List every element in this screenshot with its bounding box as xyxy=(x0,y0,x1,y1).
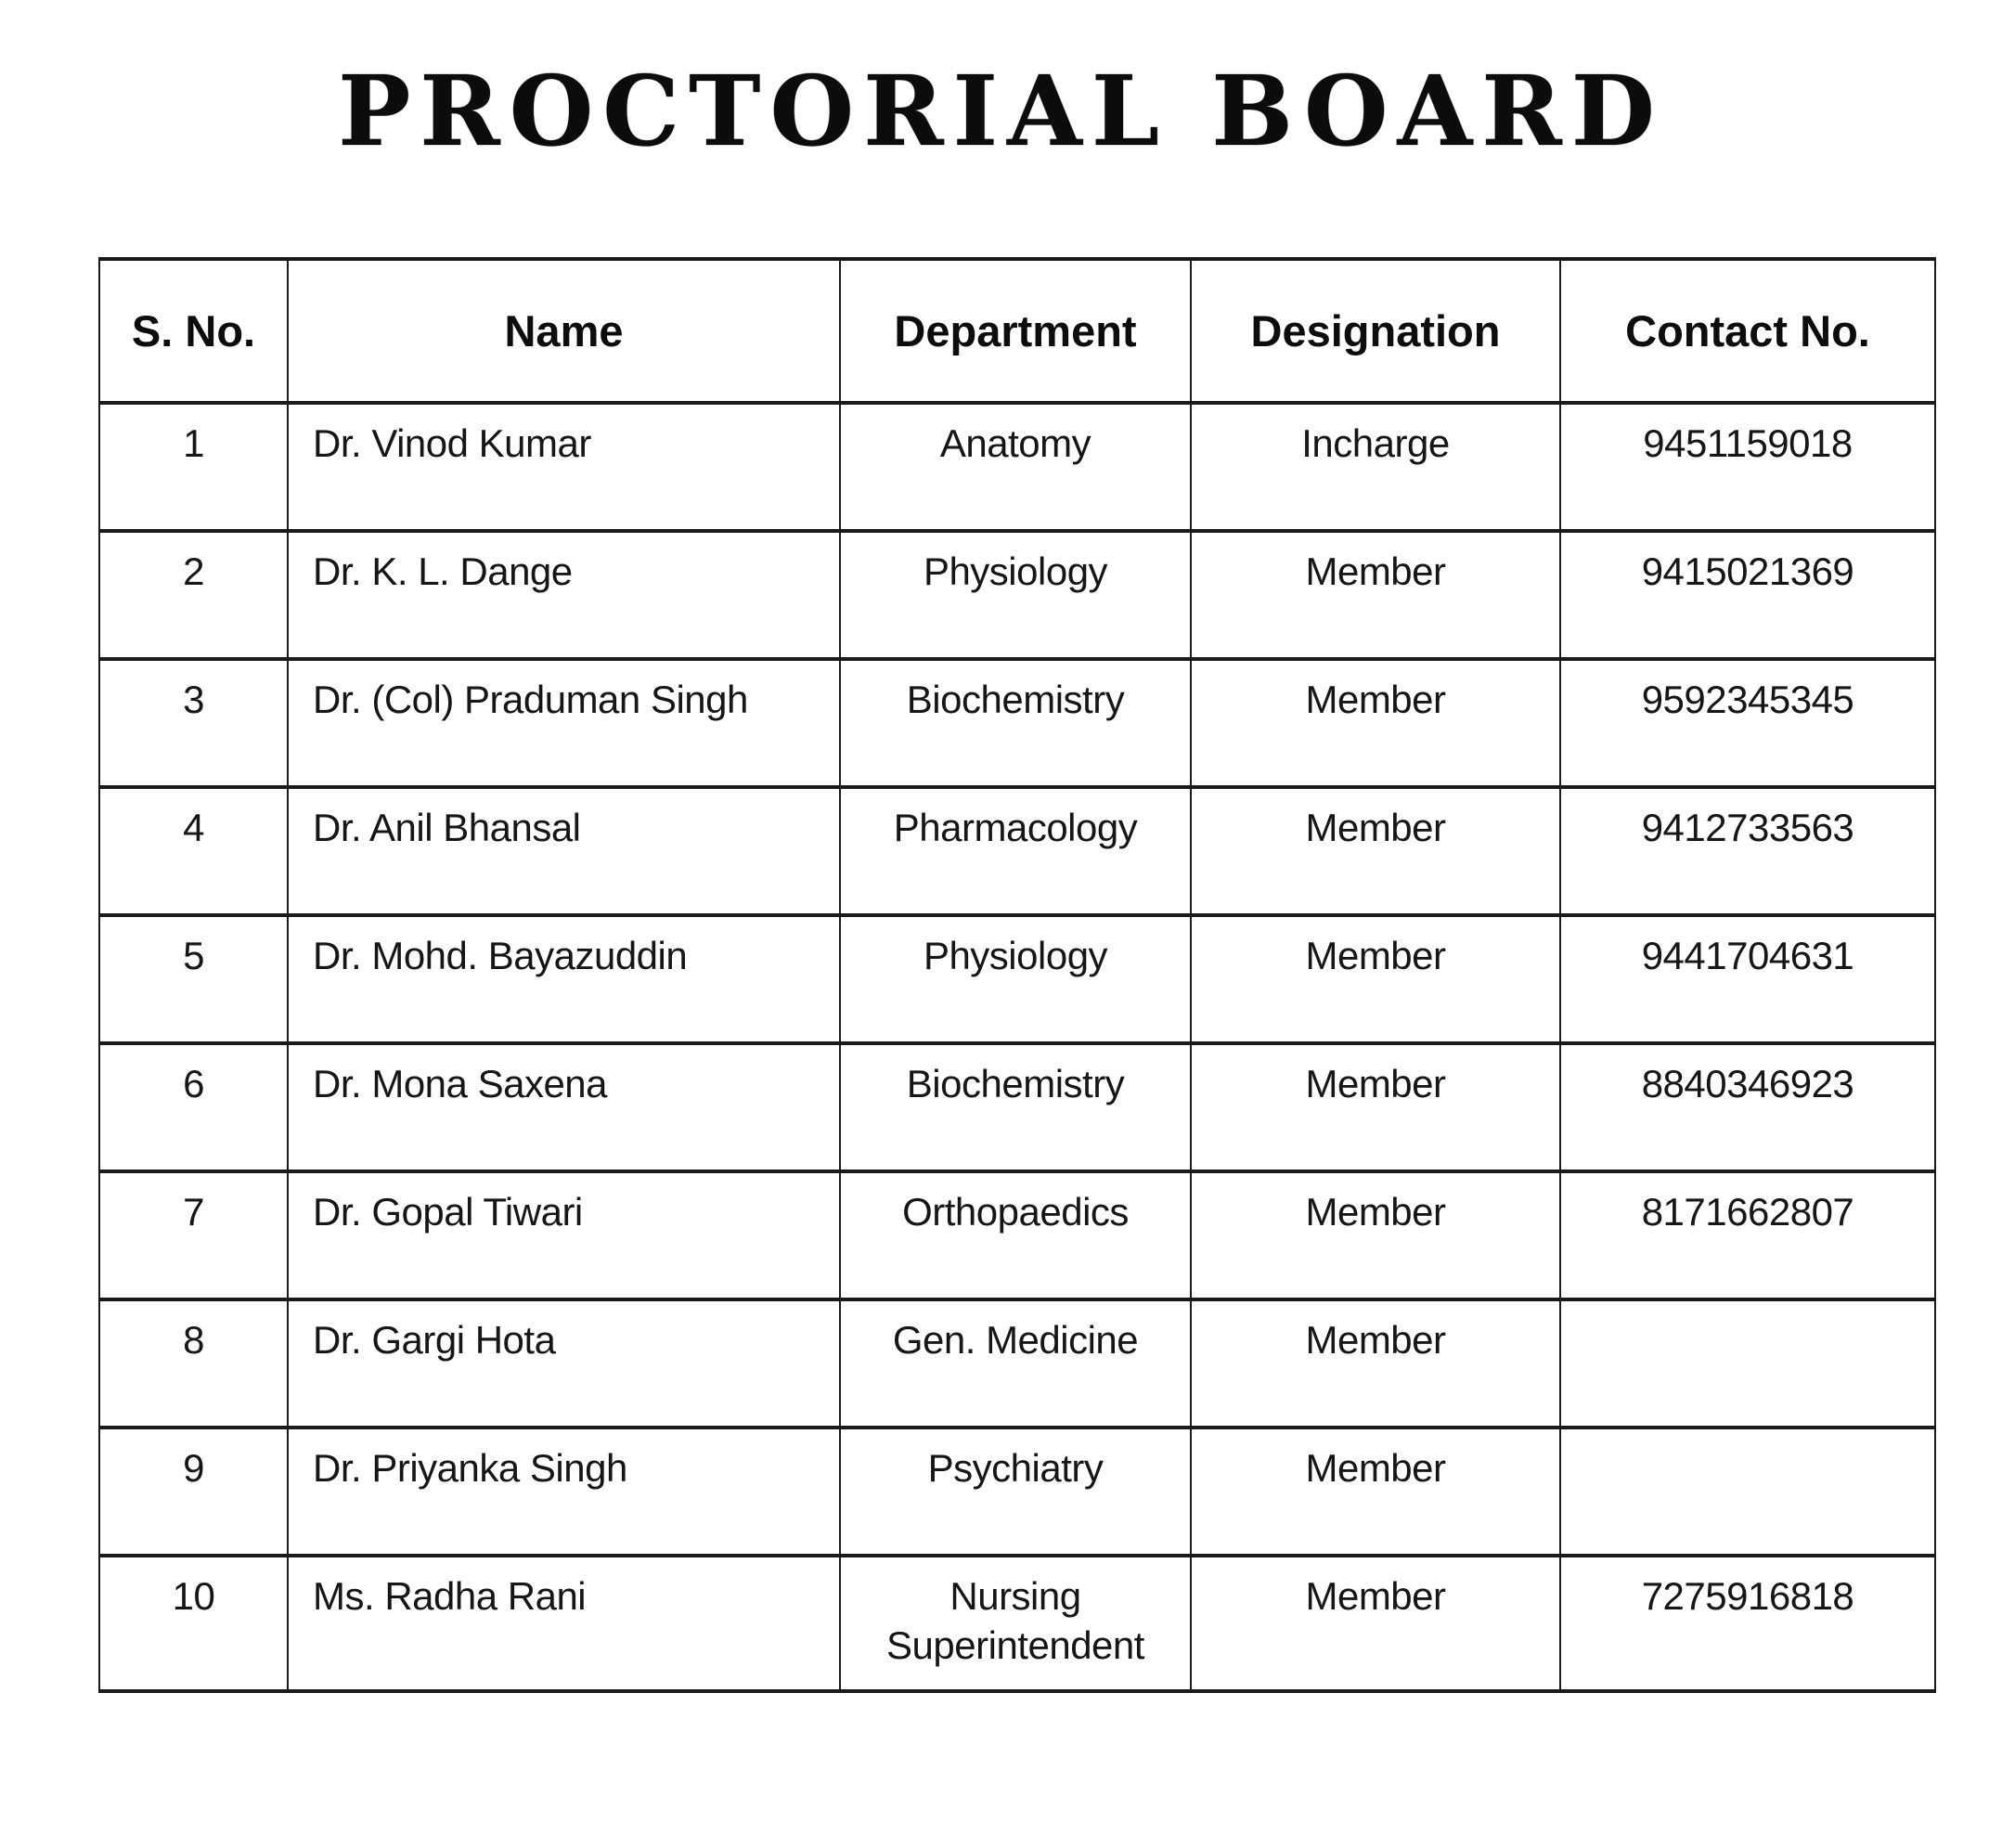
cell-name: Dr. K. L. Dange xyxy=(288,531,840,659)
header-designation: Designation xyxy=(1191,259,1560,403)
cell-department: Pharmacology xyxy=(840,787,1191,915)
cell-sno: 9 xyxy=(99,1428,288,1556)
header-department: Department xyxy=(840,259,1191,403)
proctorial-board-table xyxy=(98,257,1936,1693)
table-header-row xyxy=(99,259,1935,403)
cell-sno: 3 xyxy=(99,659,288,787)
header-contact: Contact No. xyxy=(1560,259,1935,403)
header-name: Name xyxy=(288,259,840,403)
cell-name: Dr. Mohd. Bayazuddin xyxy=(288,915,840,1043)
cell-contact xyxy=(1560,1428,1935,1556)
cell-designation: Member xyxy=(1191,915,1560,1043)
table-row xyxy=(99,1043,1935,1171)
cell-designation: Member xyxy=(1191,1043,1560,1171)
cell-sno: 7 xyxy=(99,1171,288,1299)
cell-designation: Member xyxy=(1191,1171,1560,1299)
cell-sno: 8 xyxy=(99,1299,288,1428)
cell-department: Biochemistry xyxy=(840,659,1191,787)
table-row xyxy=(99,403,1935,531)
cell-contact: 9592345345 xyxy=(1560,659,1935,787)
cell-designation: Member xyxy=(1191,1428,1560,1556)
cell-department: Orthopaedics xyxy=(840,1171,1191,1299)
table-row xyxy=(99,1299,1935,1428)
cell-designation: Member xyxy=(1191,531,1560,659)
cell-designation: Member xyxy=(1191,1556,1560,1691)
table-row xyxy=(99,531,1935,659)
cell-department: Physiology xyxy=(840,915,1191,1043)
table-row xyxy=(99,1171,1935,1299)
cell-department: Gen. Medicine xyxy=(840,1299,1191,1428)
header-sno: S. No. xyxy=(99,259,288,403)
cell-designation: Member xyxy=(1191,659,1560,787)
cell-contact: 8171662807 xyxy=(1560,1171,1935,1299)
cell-name: Ms. Radha Rani xyxy=(288,1556,840,1691)
cell-department: Nursing Superintendent xyxy=(840,1556,1191,1691)
table-row xyxy=(99,659,1935,787)
cell-department: Biochemistry xyxy=(840,1043,1191,1171)
cell-sno: 2 xyxy=(99,531,288,659)
table-row xyxy=(99,787,1935,915)
cell-name: Dr. Vinod Kumar xyxy=(288,403,840,531)
cell-sno: 6 xyxy=(99,1043,288,1171)
cell-name: Dr. Gargi Hota xyxy=(288,1299,840,1428)
cell-sno: 4 xyxy=(99,787,288,915)
cell-name: Dr. (Col) Praduman Singh xyxy=(288,659,840,787)
cell-sno: 5 xyxy=(99,915,288,1043)
cell-contact: 8840346923 xyxy=(1560,1043,1935,1171)
table-row xyxy=(99,915,1935,1043)
cell-contact: 9415021369 xyxy=(1560,531,1935,659)
cell-contact: 9412733563 xyxy=(1560,787,1935,915)
cell-contact: 9451159018 xyxy=(1560,403,1935,531)
cell-designation: Member xyxy=(1191,1299,1560,1428)
cell-department: Anatomy xyxy=(840,403,1191,531)
page-title: PROCTORIAL BOARD xyxy=(338,54,1664,168)
cell-name: Dr. Gopal Tiwari xyxy=(288,1171,840,1299)
cell-sno: 1 xyxy=(99,403,288,531)
cell-contact: 9441704631 xyxy=(1560,915,1935,1043)
cell-designation: Incharge xyxy=(1191,403,1560,531)
cell-designation: Member xyxy=(1191,787,1560,915)
cell-department: Physiology xyxy=(840,531,1191,659)
cell-contact: 7275916818 xyxy=(1560,1556,1935,1691)
cell-department: Psychiatry xyxy=(840,1428,1191,1556)
cell-name: Dr. Anil Bhansal xyxy=(288,787,840,915)
table-row xyxy=(99,1556,1935,1691)
table-row xyxy=(99,1428,1935,1556)
cell-sno: 10 xyxy=(99,1556,288,1691)
cell-name: Dr. Mona Saxena xyxy=(288,1043,840,1171)
cell-name: Dr. Priyanka Singh xyxy=(288,1428,840,1556)
cell-contact xyxy=(1560,1299,1935,1428)
